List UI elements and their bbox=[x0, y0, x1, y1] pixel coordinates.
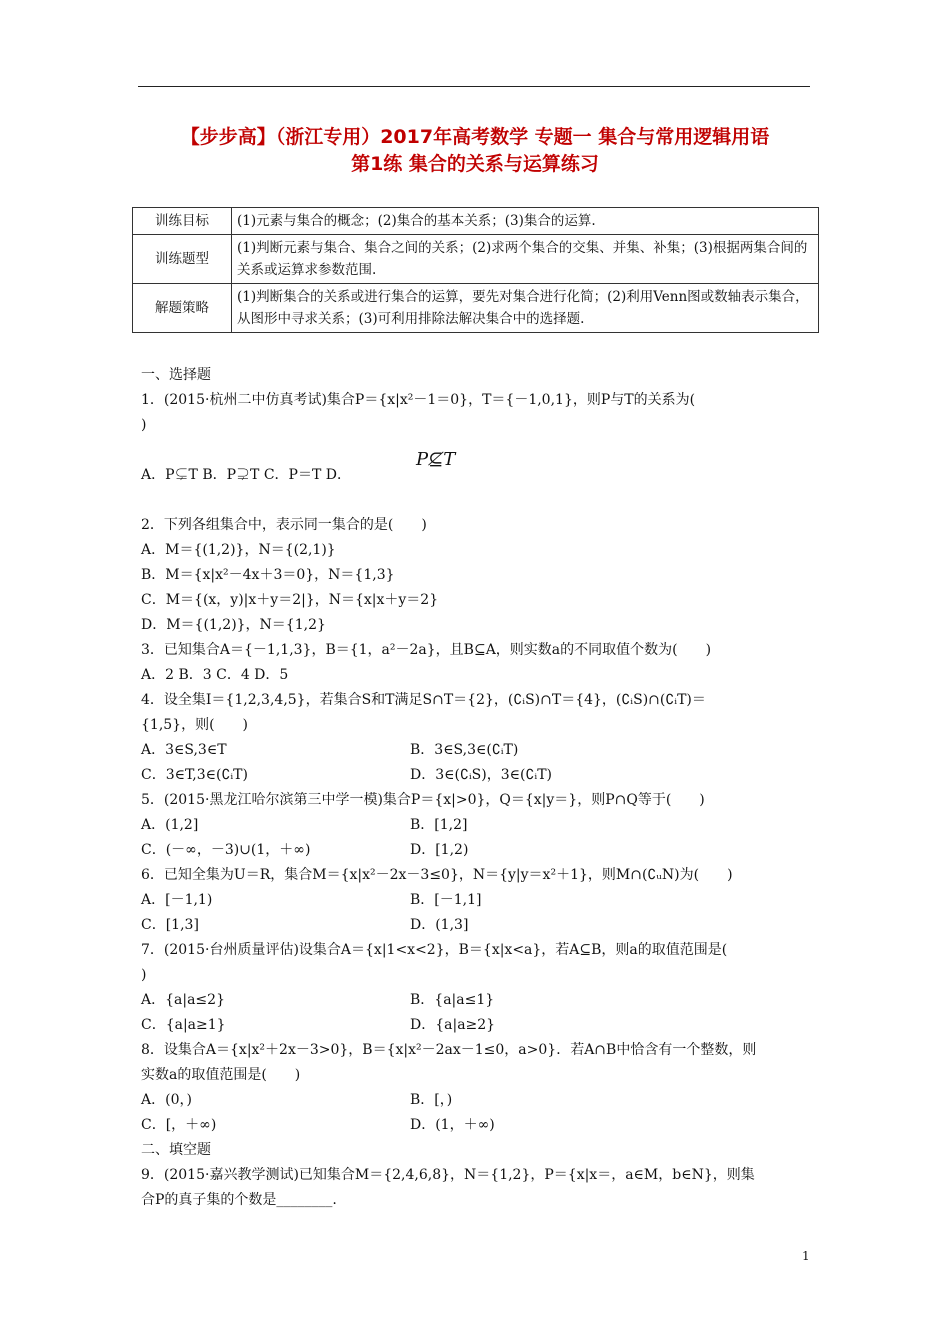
page-number: 1 bbox=[802, 1249, 810, 1263]
table-row bbox=[133, 235, 819, 284]
question-8-stem-end: 实数a的取值范围是( ) bbox=[141, 1067, 301, 1083]
question-8-option-a: A．(0，) bbox=[141, 1092, 192, 1108]
row-content: (1)判断元素与集合、集合之间的关系；(2)求两个集合的交集、并集、补集；(3)根据两集合间的关系或运算求参数范围. bbox=[232, 235, 819, 284]
question-8-option-d: D．(1，＋∞) bbox=[410, 1117, 495, 1133]
question-4-option-a: A．3∈S,3∈T bbox=[141, 742, 227, 758]
page-subtitle: 第1练 集合的关系与运算练习 bbox=[351, 153, 599, 175]
table-row bbox=[133, 284, 819, 333]
row-label: 训练目标 bbox=[133, 208, 232, 235]
question-5-stem: 5．(2015·黑龙江哈尔滨第三中学一模)集合P＝{x|>0}，Q＝{x|y＝}，则P∩Q等于( ) bbox=[141, 792, 705, 808]
row-label: 训练题型 bbox=[133, 235, 232, 284]
question-3-options: A．2 B．3 C．4 D．5 bbox=[141, 667, 289, 683]
section-heading: 一、选择题 bbox=[141, 367, 211, 383]
question-1-option-d-image: P⊈T bbox=[416, 449, 456, 470]
question-7-option-c: C．{a|a≥1} bbox=[141, 1017, 226, 1033]
question-4-option-c: C．3∈T,3∈(∁ᵢT) bbox=[141, 767, 248, 783]
question-6-option-a: A．[－1,1) bbox=[141, 892, 213, 908]
question-6-option-b: B．[－1,1] bbox=[410, 892, 482, 908]
question-1-options: A．P⊊T B．P⊋T C．P＝T D． bbox=[141, 467, 351, 483]
question-4-stem: 4．设全集I＝{1,2,3,4,5}，若集合S和T满足S∩T＝{2}，(∁ᵢS)∩T＝{4}，(∁ᵢS)∩(∁ᵢT)＝ bbox=[141, 692, 706, 708]
question-2-option-d: D．M＝{(1,2)}，N＝{1,2} bbox=[141, 617, 326, 633]
question-7-stem: 7．(2015·台州质量评估)设集合A＝{x|1<x<2}，B＝{x|x<a}，若A⊆B，则a的取值范围是( bbox=[141, 942, 728, 958]
header-rule bbox=[138, 86, 810, 87]
question-5-option-b: B．[1,2] bbox=[410, 817, 468, 833]
question-6-stem: 6．已知全集为U＝R，集合M＝{x|x²－2x－3≤0}，N＝{y|y＝x²＋1}，则M∩(∁ᵤN)为( ) bbox=[141, 867, 733, 883]
row-content: (1)元素与集合的概念；(2)集合的基本关系；(3)集合的运算. bbox=[232, 208, 819, 235]
question-8-stem: 8．设集合A＝{x|x²＋2x－3>0}，B＝{x|x²－2ax－1≤0，a>0}．若A∩B中恰含有一个整数，则 bbox=[141, 1042, 757, 1058]
question-5-option-c: C．(－∞，－3)∪(1，＋∞) bbox=[141, 842, 311, 858]
question-9-stem-end: 合P的真子集的个数是________. bbox=[141, 1192, 337, 1208]
row-label: 解题策略 bbox=[133, 284, 232, 333]
question-4-option-d: D．3∈(∁ᵢS)，3∈(∁ᵢT) bbox=[410, 767, 552, 783]
page-title: 【步步高】（浙江专用）2017年高考数学 专题一 集合与常用逻辑用语 bbox=[180, 126, 770, 148]
question-2-option-c: C．M＝{(x，y)|x＋y＝2|}，N＝{x|x＋y＝2} bbox=[141, 592, 439, 608]
row-content: (1)判断集合的关系或进行集合的运算，要先对集合进行化简；(2)利用Venn图或数轴表示集合，从图形中寻求关系；(3)可利用排除法解决集合中的选择题. bbox=[232, 284, 819, 333]
question-3-stem: 3．已知集合A＝{－1,1,3}，B＝{1，a²－2a}，且B⊆A，则实数a的不同取值个数为( ) bbox=[141, 642, 712, 658]
training-table bbox=[132, 207, 819, 333]
question-7-option-b: B．{a|a≤1} bbox=[410, 992, 495, 1008]
question-7-option-a: A．{a|a≤2} bbox=[141, 992, 225, 1008]
section-heading: 二、填空题 bbox=[141, 1142, 211, 1158]
table-row bbox=[133, 208, 819, 235]
question-5-option-d: D．[1,2) bbox=[410, 842, 469, 858]
question-1-stem-end: ) bbox=[141, 417, 147, 433]
question-7-stem-end: ) bbox=[141, 967, 147, 983]
question-6-option-d: D．(1,3] bbox=[410, 917, 469, 933]
question-2-option-b: B．M＝{x|x²－4x＋3＝0}，N＝{1,3} bbox=[141, 567, 395, 583]
question-2-stem: 2．下列各组集合中，表示同一集合的是( ) bbox=[141, 517, 427, 533]
question-2-option-a: A．M＝{(1,2)}，N＝{(2,1)} bbox=[141, 542, 336, 558]
question-4-stem-end: {1,5}，则( ) bbox=[141, 717, 249, 733]
question-7-option-d: D．{a|a≥2} bbox=[410, 1017, 496, 1033]
question-1-stem: 1．(2015·杭州二中仿真考试)集合P＝{x|x²－1＝0}，T＝{－1,0,1}，则P与T的关系为( bbox=[141, 392, 696, 408]
question-5-option-a: A．(1,2] bbox=[141, 817, 199, 833]
question-8-option-c: C．[，＋∞) bbox=[141, 1117, 217, 1133]
question-6-option-c: C．[1,3] bbox=[141, 917, 199, 933]
question-9-stem: 9．(2015·嘉兴教学测试)已知集合M＝{2,4,6,8}，N＝{1,2}，P＝{x|x＝，a∈M，b∈N}，则集 bbox=[141, 1167, 755, 1183]
question-4-option-b: B．3∈S,3∈(∁ᵢT) bbox=[410, 742, 519, 758]
question-8-option-b: B．[，) bbox=[410, 1092, 453, 1108]
